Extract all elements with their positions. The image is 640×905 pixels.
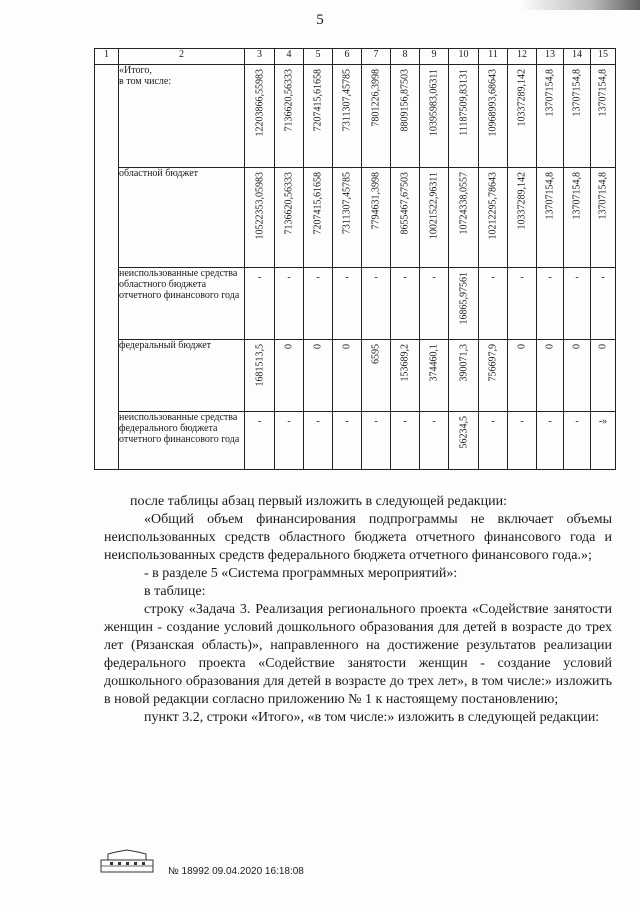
cell-value: - <box>345 416 349 427</box>
row-label: федеральный бюджет <box>119 340 245 412</box>
column-header: 14 <box>564 49 591 65</box>
column-header: 1 <box>95 49 119 65</box>
value-cell <box>304 168 333 268</box>
value-cell <box>420 268 449 340</box>
value-cell <box>591 65 616 168</box>
value-cell <box>420 65 449 168</box>
table-row-regional-budget <box>95 168 616 268</box>
value-cell <box>479 412 508 470</box>
column-header: 11 <box>479 49 508 65</box>
value-cell <box>275 412 304 470</box>
row-label: неиспользованные средства федерального бюджета отчетного финансового года <box>119 412 245 470</box>
table-row-total <box>95 65 616 168</box>
value-cell <box>304 412 333 470</box>
column-header: 7 <box>362 49 391 65</box>
cell-value: - <box>287 272 291 283</box>
value-cell <box>479 340 508 412</box>
cell-value: 0 <box>341 344 353 349</box>
value-cell <box>275 268 304 340</box>
paragraph: - в разделе 5 «Система программных мероприятий»: <box>144 566 458 581</box>
cell-value: 10724338,0557 <box>458 172 469 235</box>
value-cell <box>508 168 537 268</box>
cell-value: - <box>257 272 262 283</box>
value-cell <box>508 412 537 470</box>
table-row-federal-unused <box>95 412 616 470</box>
value-cell <box>537 268 564 340</box>
cell-value: 10522353,05983 <box>254 172 265 240</box>
value-cell <box>420 340 449 412</box>
table-header-row <box>95 49 616 65</box>
value-cell <box>564 65 591 168</box>
cell-value: 0 <box>597 344 609 349</box>
value-cell <box>362 65 391 168</box>
column-header: 15 <box>591 49 616 65</box>
cell-value: - <box>548 416 552 427</box>
value-cell <box>362 340 391 412</box>
value-cell <box>508 65 537 168</box>
value-cell <box>304 268 333 340</box>
registration-footer: № 18992 09.04.2020 16:18:08 <box>168 866 304 877</box>
value-cell <box>245 412 275 470</box>
cell-value: - <box>374 416 378 427</box>
cell-value: 13707154,8 <box>597 172 609 220</box>
column-header: 4 <box>275 49 304 65</box>
value-cell <box>508 268 537 340</box>
cell-value: 7794631,3998 <box>370 172 382 230</box>
value-cell <box>564 168 591 268</box>
value-cell <box>362 168 391 268</box>
cell-value: 11187509,83131 <box>458 69 469 136</box>
paragraph: пункт 3.2, строки «Итого», «в том числе:» изложить в следующей редакции: <box>144 710 600 725</box>
value-cell <box>479 268 508 340</box>
cell-value: - <box>403 416 407 427</box>
cell-value: - <box>520 416 524 427</box>
cell-value: - <box>403 272 407 283</box>
value-cell <box>537 340 564 412</box>
cell-value: 0 <box>283 344 295 349</box>
value-cell <box>391 65 420 168</box>
value-cell <box>333 340 362 412</box>
body-text <box>104 493 612 727</box>
row-label: областной бюджет <box>119 168 245 268</box>
value-cell <box>591 168 616 268</box>
value-cell <box>449 168 479 268</box>
value-cell <box>245 340 275 412</box>
value-cell <box>275 65 304 168</box>
cell-value: - <box>316 416 320 427</box>
scan-artifact <box>520 0 640 10</box>
cell-value: - <box>257 416 262 427</box>
value-cell <box>449 268 479 340</box>
cell-value: 0 <box>312 344 324 349</box>
column-header: 10 <box>449 49 479 65</box>
value-cell <box>275 168 304 268</box>
value-cell <box>537 65 564 168</box>
value-cell <box>591 412 616 470</box>
value-cell <box>449 340 479 412</box>
cell-value: 7207415,61658 <box>312 69 324 132</box>
cell-value: 756697,9 <box>487 344 499 382</box>
cell-value: 10968993,68643 <box>487 69 499 137</box>
cell-value: 10212295,78643 <box>487 172 499 240</box>
value-cell <box>479 168 508 268</box>
paragraph: «Общий объем финансирования подпрограммы не включает объемы неиспользованных средств областного бюджета отчетного финансового года и неиспользованных средств федерального бюджета отчетного финансового года.»; <box>104 512 612 563</box>
value-cell <box>449 412 479 470</box>
value-cell <box>362 412 391 470</box>
column-header: 6 <box>333 49 362 65</box>
page-number: 5 <box>316 12 324 28</box>
funding-table <box>94 48 616 470</box>
value-cell <box>245 168 275 268</box>
cell-value: - <box>432 272 436 283</box>
value-cell <box>564 340 591 412</box>
value-cell <box>391 340 420 412</box>
cell-value: 0 <box>571 344 583 349</box>
cell-value: 7207415,61658 <box>312 172 324 235</box>
value-cell <box>591 268 616 340</box>
value-cell <box>333 65 362 168</box>
column-header: 13 <box>537 49 564 65</box>
cell-value: - <box>374 272 378 283</box>
cell-value: - <box>575 416 579 427</box>
value-cell <box>333 168 362 268</box>
value-cell <box>391 168 420 268</box>
cell-value: - <box>491 416 495 427</box>
cell-value: 390071,3 <box>458 344 469 382</box>
cell-value: - <box>316 272 320 283</box>
value-cell <box>479 65 508 168</box>
value-cell <box>275 340 304 412</box>
cell-value: 10395983,06311 <box>428 69 440 137</box>
cell-value: 10021522,96311 <box>428 172 440 240</box>
row-number-cell <box>95 65 119 470</box>
cell-value: 13707154,8 <box>571 69 583 117</box>
value-cell <box>391 268 420 340</box>
value-cell <box>245 65 275 168</box>
column-header: 3 <box>245 49 275 65</box>
cell-value: 1681513,5 <box>254 344 265 387</box>
table-row-federal-budget <box>95 340 616 412</box>
value-cell <box>245 268 275 340</box>
cell-value: 12203866,55983 <box>254 69 265 137</box>
paragraph: строку «Задача 3. Реализация регионального проекта «Содействие занятости женщин - создание условий дошкольного образования для детей в возрасте до трех лет (Рязанская область)», направленного на достижение результатов реализации федерального проекта «Содействие занятости женщин - создание условий дошкольного образования для детей в возрасте до трех лет», в том числе:» изложить в новой редакции согласно приложению № 1 к настоящему постановлению; <box>104 602 612 707</box>
registry-seal <box>98 848 156 876</box>
value-cell <box>564 268 591 340</box>
value-cell <box>420 412 449 470</box>
cell-value: 7311307,45785 <box>341 172 353 235</box>
row-label: «Итого, в том числе: <box>119 65 245 168</box>
cell-value: - <box>345 272 349 283</box>
column-header: 5 <box>304 49 333 65</box>
row-label: неиспользованные средства областного бюджета отчетного финансового года <box>119 268 245 340</box>
value-cell <box>564 412 591 470</box>
value-cell <box>537 168 564 268</box>
cell-value: 56234,5 <box>458 416 469 449</box>
cell-value: - <box>575 272 579 283</box>
cell-value: 7311307,45785 <box>341 69 353 132</box>
value-cell <box>391 412 420 470</box>
column-header: 8 <box>391 49 420 65</box>
cell-value: 7801226,3998 <box>370 69 382 127</box>
cell-value: 374460,1 <box>428 344 440 382</box>
cell-value: 10337289,142 <box>516 69 528 127</box>
cell-value: 13707154,8 <box>544 172 556 220</box>
paragraph: в таблице: <box>144 584 206 599</box>
value-cell <box>333 268 362 340</box>
paragraph: после таблицы абзац первый изложить в следующей редакции: <box>130 494 507 509</box>
cell-value: 13707154,8 <box>571 172 583 220</box>
column-header: 9 <box>420 49 449 65</box>
cell-value: - <box>520 272 524 283</box>
cell-value: 8655467,67503 <box>399 172 411 235</box>
value-cell <box>508 340 537 412</box>
value-cell <box>537 412 564 470</box>
cell-value: - <box>548 272 552 283</box>
cell-value: 16865,97561 <box>458 272 469 325</box>
table-row-regional-unused <box>95 268 616 340</box>
cell-value: - <box>432 416 436 427</box>
cell-value: 13707154,8 <box>597 69 609 117</box>
value-cell <box>420 168 449 268</box>
cell-value: 153689,2 <box>399 344 411 382</box>
cell-value: 0 <box>516 344 528 349</box>
cell-value: - <box>287 416 291 427</box>
cell-value: 10337289,142 <box>516 172 528 230</box>
cell-value: - <box>491 272 495 283</box>
value-cell <box>591 340 616 412</box>
value-cell <box>304 65 333 168</box>
value-cell <box>449 65 479 168</box>
column-header: 12 <box>508 49 537 65</box>
value-cell <box>362 268 391 340</box>
cell-value: 7136620,56333 <box>283 172 295 235</box>
cell-value: 13707154,8 <box>544 69 556 117</box>
cell-value: -» <box>598 416 608 427</box>
column-header: 2 <box>119 49 245 65</box>
cell-value: 7136620,56333 <box>283 69 295 132</box>
cell-value: 0 <box>544 344 556 349</box>
value-cell <box>333 412 362 470</box>
cell-value: 8809156,87503 <box>399 69 411 132</box>
value-cell <box>304 340 333 412</box>
cell-value: - <box>601 272 605 283</box>
cell-value: 6595 <box>370 344 382 364</box>
